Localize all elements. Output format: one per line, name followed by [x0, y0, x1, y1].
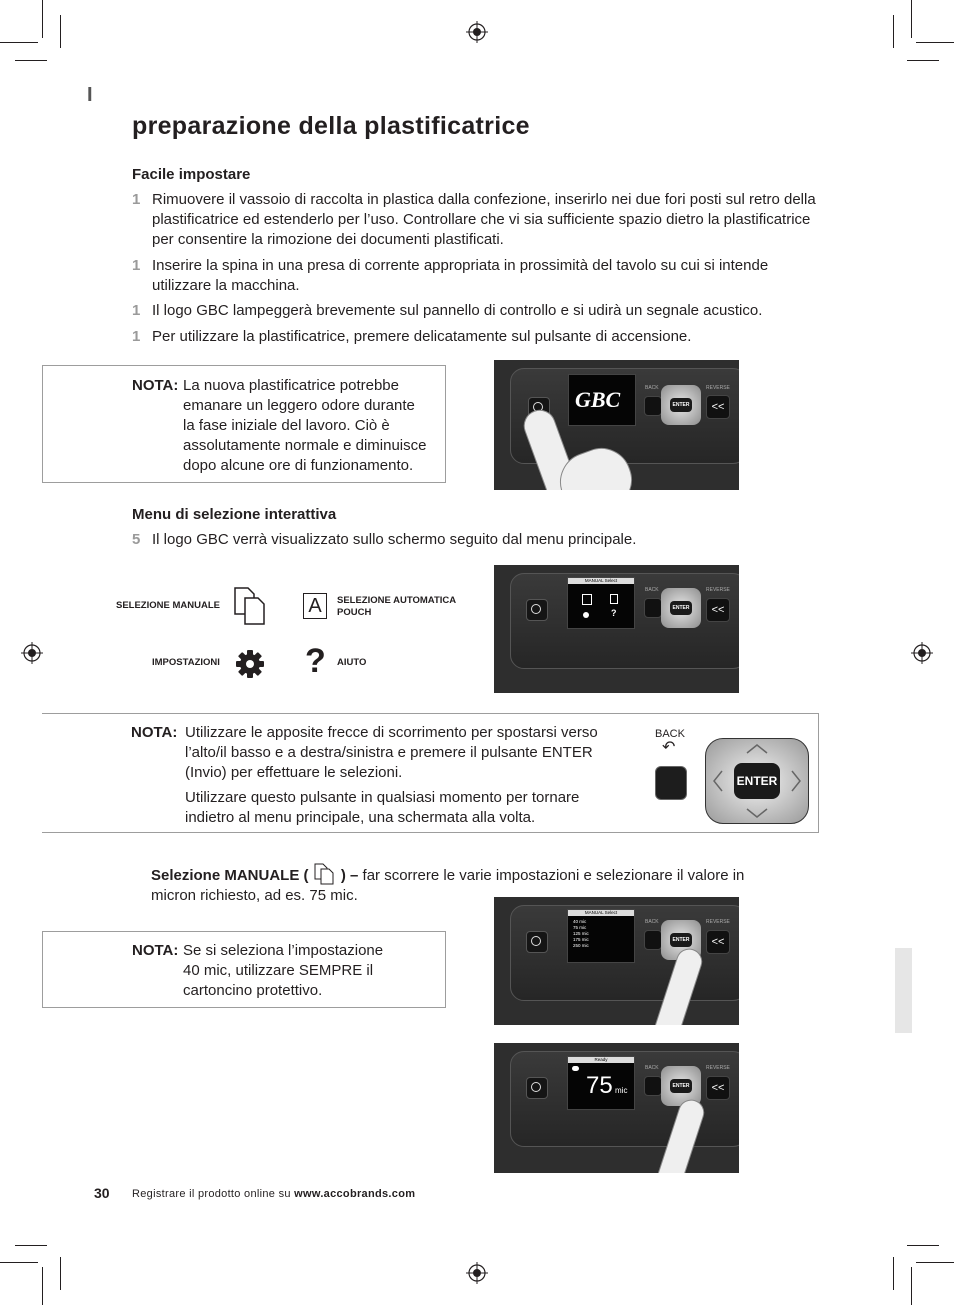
control-panel-photo: [494, 897, 739, 1025]
registration-mark-icon: [466, 1262, 488, 1284]
reverse-small-label: REVERSE: [706, 587, 730, 593]
mic-unit: mic: [615, 1086, 628, 1095]
step-text: Inserire la spina in una presa di corrente appropriata in prossimità del tavolo su cui si intende utilizzare la macchina.: [152, 257, 769, 294]
manual-selection-icon: [232, 586, 270, 626]
list-item: [132, 256, 822, 296]
screen-help-icon: ?: [611, 608, 617, 618]
reverse-button: <<: [706, 598, 730, 622]
footer-label: Registrare il prodotto online su: [132, 1188, 295, 1200]
manual-text-line2: micron richiesto, ad es. 75 mic.: [151, 887, 358, 904]
manual-selection-icon: [313, 863, 337, 885]
screen-title: MANUAL Select: [568, 910, 634, 916]
display-screen: [567, 909, 635, 963]
step-text: Il logo GBC verrà visualizzato sullo schermo seguito dal menu principale.: [152, 531, 637, 548]
side-tab: [895, 948, 912, 1033]
menu-auto-line: POUCH: [337, 607, 372, 618]
note-line: cartoncino protettivo.: [183, 982, 323, 999]
crop-mark: [42, 1267, 43, 1305]
display-screen: [567, 1056, 635, 1110]
reverse-small-label: REVERSE: [706, 1065, 730, 1071]
control-panel-photo: [494, 360, 739, 490]
crop-mark: [60, 15, 61, 48]
enter-pad: [661, 385, 701, 425]
note-box: [42, 931, 446, 1008]
note-line: Se si seleziona l’impostazione: [183, 942, 384, 959]
screen-manual-icon: [582, 594, 592, 605]
crop-mark: [911, 0, 912, 38]
enter-label: ENTER: [670, 1079, 692, 1093]
menu-settings-label: IMPOSTAZIONI: [152, 657, 220, 668]
crop-mark: [15, 1245, 47, 1246]
mic-option: 40 mic: [573, 919, 587, 924]
section-heading: Facile impostare: [132, 166, 251, 183]
menu-help-label: AIUTO: [337, 657, 367, 668]
reverse-button: <<: [706, 1076, 730, 1100]
registration-mark-icon: [466, 21, 488, 43]
registration-mark-icon: [911, 642, 933, 664]
crop-mark: [916, 42, 954, 43]
step-text: Il logo GBC lampeggerà brevemente sul pannello di controllo e si udirà un segnale acustico.: [152, 302, 763, 319]
crop-mark: [0, 1262, 38, 1263]
reverse-button: <<: [706, 395, 730, 419]
menu-manual-label: SELEZIONE MANUALE: [116, 600, 220, 611]
reverse-button: <<: [706, 930, 730, 954]
control-panel-photo: [494, 565, 739, 693]
back-button: [655, 766, 687, 800]
crop-mark: [907, 60, 939, 61]
screen-title: MANUAL Select: [568, 578, 634, 584]
mic-option: 250 mic: [573, 943, 589, 948]
list-item: [132, 190, 822, 250]
crop-mark: [916, 1262, 954, 1263]
status-icon: [572, 1066, 579, 1071]
crop-mark: [0, 42, 38, 43]
crop-mark: [893, 1257, 894, 1290]
back-small-label: BACK: [645, 1065, 659, 1071]
note-line: dopo alcune ore di funzionamento.: [183, 457, 414, 474]
display-screen: [568, 374, 636, 426]
crop-mark: [911, 1267, 912, 1305]
enter-label: ENTER: [670, 601, 692, 615]
mic-option-list: [573, 919, 589, 949]
screen-gear-icon: [583, 612, 589, 618]
screen-title: Ready: [568, 1057, 634, 1063]
step-number: 5: [132, 531, 141, 548]
registration-mark-icon: [21, 642, 43, 664]
screen-auto-icon: [610, 594, 618, 604]
step-number: 1: [132, 302, 141, 319]
crop-mark: [907, 1245, 939, 1246]
enter-label: ENTER: [670, 933, 692, 947]
gbc-logo: GBC: [575, 387, 621, 412]
back-button: [644, 930, 662, 950]
back-label: BACK: [655, 728, 685, 740]
list-item: [132, 327, 822, 347]
control-panel-photo: [494, 1043, 739, 1173]
reverse-small-label: REVERSE: [706, 385, 730, 391]
step-number: 1: [132, 191, 141, 208]
step-text: Rimuovere il vassoio di raccolta in plastica dalla confezione, inserirlo nei due fori posti sul retro della plastificatrice ed estenderlo per l’uso. Controllare che vi sia sufficiente spazio dietro la plastificatrice per consentire la rimozione dei documenti plastificati.: [152, 191, 816, 248]
back-small-label: BACK: [645, 919, 659, 925]
mic-value: 75: [586, 1072, 613, 1099]
list-item: [132, 530, 822, 550]
enter-pad: [705, 738, 809, 824]
back-button: [644, 396, 662, 416]
note-line: (Invio) per effettuare le selezioni.: [185, 764, 403, 781]
menu-auto-line: SELEZIONE AUTOMATICA: [337, 595, 457, 606]
auto-pouch-icon: A: [303, 593, 327, 619]
step-text: Per utilizzare la plastificatrice, premere delicatamente sul pulsante di accensione.: [152, 328, 692, 345]
page-number: 30: [94, 1185, 110, 1201]
enter-pad: [661, 588, 701, 628]
manual-heading-end: ) –: [340, 867, 359, 884]
power-button: [526, 931, 548, 953]
back-small-label: BACK: [645, 385, 659, 391]
note-line: 40 mic, utilizzare SEMPRE il: [183, 962, 374, 979]
footer-text: [132, 1188, 415, 1200]
note-box: [42, 713, 819, 833]
note-label: NOTA:: [132, 942, 179, 959]
settings-gear-icon: [235, 649, 265, 679]
note-line: emanare un leggero odore durante: [183, 397, 415, 414]
power-button: [526, 599, 548, 621]
crop-mark: [15, 60, 47, 61]
section-heading: Menu di selezione interattiva: [132, 506, 337, 523]
enter-button: ENTER: [734, 763, 780, 799]
note-line: indietro al menu principale, una schermata alla volta.: [185, 809, 536, 826]
note-label: NOTA:: [132, 377, 179, 394]
note-line: assolutamente normale e diminuisce: [183, 437, 427, 454]
crop-mark: [42, 0, 43, 38]
display-screen: [567, 577, 635, 629]
note-label: NOTA:: [131, 724, 178, 741]
back-arrow-icon: ↶: [662, 739, 676, 756]
back-button: [644, 598, 662, 618]
reverse-small-label: REVERSE: [706, 919, 730, 925]
note-line: la fase iniziale del lavoro. Ciò è: [183, 417, 390, 434]
note-line: l’alto/il basso e a destra/sinistra e premere il pulsante ENTER: [185, 744, 593, 761]
note-line: Utilizzare le apposite frecce di scorrimento per spostarsi verso: [185, 724, 598, 741]
step-number: 1: [132, 257, 141, 274]
power-button: [526, 1077, 548, 1099]
crop-mark: [60, 1257, 61, 1290]
note-line: Utilizzare questo pulsante in qualsiasi momento per tornare: [185, 789, 580, 806]
manual-text: far scorrere le varie impostazioni e selezionare il valore in: [358, 867, 745, 884]
mic-option: 175 mic: [573, 937, 589, 942]
footer-url: www.accobrands.com: [294, 1188, 416, 1200]
list-item: [132, 301, 822, 321]
back-button: [644, 1076, 662, 1096]
step-number: 1: [132, 328, 141, 345]
back-small-label: BACK: [645, 587, 659, 593]
crop-mark: [893, 15, 894, 48]
menu-auto-label: [337, 595, 456, 619]
note-line: La nuova plastificatrice potrebbe: [183, 377, 399, 394]
language-marker: I: [87, 84, 93, 106]
manual-heading-start: Selezione MANUALE (: [151, 867, 309, 884]
note-box: [42, 365, 446, 483]
mic-option: 125 mic: [573, 931, 589, 936]
page-title: preparazione della plastificatrice: [132, 112, 530, 140]
enter-label: ENTER: [670, 398, 692, 412]
mic-option: 75 mic: [573, 925, 587, 930]
help-icon: ?: [305, 642, 326, 680]
